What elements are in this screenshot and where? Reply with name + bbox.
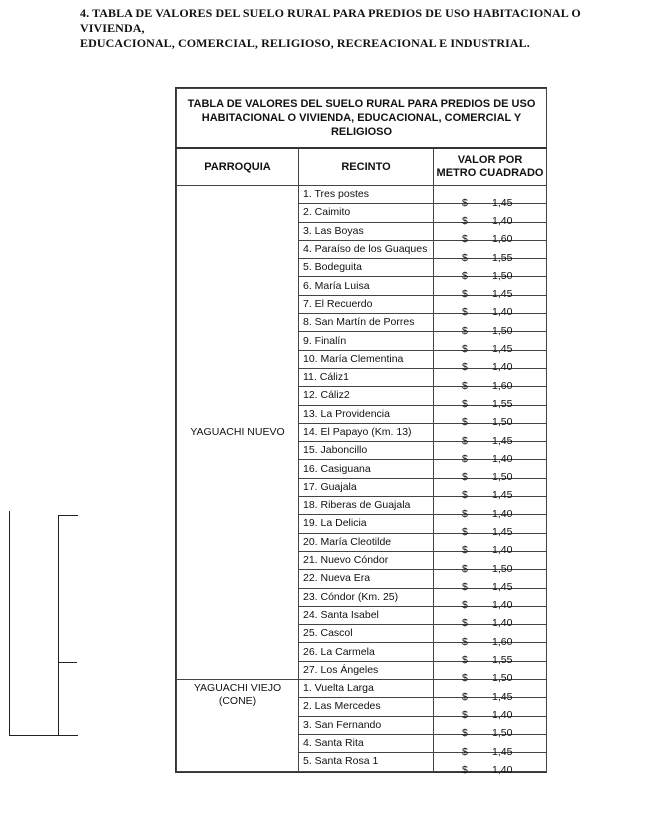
valor-cell bbox=[434, 680, 547, 703]
section-heading-line-1: 4. TABLA DE VALORES DEL SUELO RURAL PARA PREDIOS DE USO HABITACIONAL O VIVIENDA, bbox=[80, 6, 581, 35]
currency-symbol: $ bbox=[462, 507, 468, 520]
header-valor bbox=[434, 148, 547, 186]
recinto-cell: 4. Paraíso de los Guaques bbox=[299, 240, 434, 258]
currency-symbol: $ bbox=[462, 654, 468, 667]
table-title-line-1: TABLA DE VALORES DEL SUELO RURAL PARA PREDIOS DE USO bbox=[187, 98, 536, 110]
recinto-cell: 22. Nueva Era bbox=[299, 570, 434, 588]
land-value-table bbox=[175, 87, 547, 776]
valor-cell bbox=[434, 368, 547, 392]
currency-symbol: $ bbox=[462, 233, 468, 246]
currency-symbol: $ bbox=[462, 580, 468, 593]
valor-cell bbox=[434, 570, 547, 593]
table-title-line-2: HABITACIONAL O VIVIENDA, EDUCACIONAL, COMERCIAL Y RELIGIOSO bbox=[201, 112, 522, 138]
currency-symbol: $ bbox=[462, 708, 468, 721]
valor-amount: 1,40 bbox=[492, 452, 513, 465]
valor-cell bbox=[434, 643, 547, 667]
valor-amount: 1,60 bbox=[492, 635, 513, 648]
valor-cell bbox=[434, 515, 547, 538]
recinto-cell: 5. Santa Rosa 1 bbox=[299, 753, 434, 771]
currency-symbol: $ bbox=[462, 763, 468, 776]
valor-amount: 1,50 bbox=[492, 672, 513, 685]
currency-symbol: $ bbox=[462, 416, 468, 429]
currency-symbol: $ bbox=[462, 361, 468, 374]
currency-symbol: $ bbox=[462, 324, 468, 337]
recinto-cell: 1. Vuelta Larga bbox=[299, 680, 434, 698]
valor-amount: 1,50 bbox=[492, 727, 513, 740]
valor-cell bbox=[434, 442, 547, 465]
recinto-cell: 11. Cáliz1 bbox=[299, 368, 434, 386]
parroquia-cell bbox=[177, 680, 299, 771]
currency-symbol: $ bbox=[462, 617, 468, 630]
currency-symbol: $ bbox=[462, 489, 468, 502]
valor-amount: 1,50 bbox=[492, 416, 513, 429]
currency-symbol: $ bbox=[462, 251, 468, 264]
recinto-cell: 14. El Papayo (Km. 13) bbox=[299, 423, 434, 441]
valor-amount: 1,40 bbox=[492, 763, 513, 776]
currency-symbol: $ bbox=[462, 343, 468, 356]
valor-amount: 1,45 bbox=[492, 525, 513, 538]
header-parroquia: PARROQUIA bbox=[177, 148, 299, 186]
valor-cell bbox=[434, 606, 547, 630]
currency-symbol: $ bbox=[462, 727, 468, 740]
currency-symbol: $ bbox=[462, 544, 468, 557]
currency-symbol: $ bbox=[462, 562, 468, 575]
recinto-cell: 3. Las Boyas bbox=[299, 222, 434, 240]
valor-amount: 1,50 bbox=[492, 324, 513, 337]
recinto-cell: 2. Caimito bbox=[299, 204, 434, 222]
valor-amount: 1,50 bbox=[492, 269, 513, 282]
valor-cell bbox=[434, 551, 547, 575]
valor-amount: 1,40 bbox=[492, 599, 513, 612]
currency-symbol: $ bbox=[462, 269, 468, 282]
valor-amount: 1,45 bbox=[492, 343, 513, 356]
valor-amount: 1,55 bbox=[492, 397, 513, 410]
valor-amount: 1,40 bbox=[492, 708, 513, 721]
currency-symbol: $ bbox=[462, 397, 468, 410]
valor-cell bbox=[434, 734, 547, 758]
recinto-cell: 21. Nuevo Cóndor bbox=[299, 551, 434, 569]
recinto-cell: 4. Santa Rita bbox=[299, 734, 434, 752]
currency-symbol: $ bbox=[462, 379, 468, 392]
valor-cell bbox=[434, 661, 547, 685]
valor-cell bbox=[434, 314, 547, 337]
recinto-cell: 5. Bodeguita bbox=[299, 259, 434, 277]
recinto-cell: 7. El Recuerdo bbox=[299, 295, 434, 313]
currency-symbol: $ bbox=[462, 690, 468, 703]
valor-amount: 1,60 bbox=[492, 233, 513, 246]
margin-bracket-mid-tick bbox=[58, 662, 77, 663]
recinto-cell: 15. Jaboncillo bbox=[299, 442, 434, 460]
valor-amount: 1,60 bbox=[492, 379, 513, 392]
recinto-cell: 19. La Delicia bbox=[299, 515, 434, 533]
currency-symbol: $ bbox=[462, 525, 468, 538]
header-recinto: RECINTO bbox=[299, 148, 434, 186]
valor-amount: 1,40 bbox=[492, 507, 513, 520]
recinto-cell: 6. María Luisa bbox=[299, 277, 434, 295]
valor-cell bbox=[434, 259, 547, 282]
valor-cell bbox=[434, 295, 547, 319]
parroquia-name-line-1: YAGUACHI NUEVO bbox=[190, 426, 285, 438]
valor-amount: 1,55 bbox=[492, 251, 513, 264]
valor-cell bbox=[434, 716, 547, 740]
valor-cell bbox=[434, 204, 547, 227]
currency-symbol: $ bbox=[462, 672, 468, 685]
recinto-cell: 16. Casiguana bbox=[299, 460, 434, 478]
valor-cell bbox=[434, 625, 547, 648]
valor-cell bbox=[434, 240, 547, 264]
recinto-cell: 27. Los Ángeles bbox=[299, 661, 434, 679]
recinto-cell: 10. María Clementina bbox=[299, 350, 434, 368]
valor-cell bbox=[434, 186, 547, 209]
valor-amount: 1,45 bbox=[492, 580, 513, 593]
valor-cell bbox=[434, 332, 547, 356]
recinto-cell: 17. Guajala bbox=[299, 478, 434, 496]
valor-cell bbox=[434, 387, 547, 410]
recinto-cell: 9. Finalín bbox=[299, 332, 434, 350]
recinto-cell: 25. Cascol bbox=[299, 625, 434, 643]
recinto-cell: 12. Cáliz2 bbox=[299, 387, 434, 405]
header-valor-line-2: METRO CUADRADO bbox=[436, 167, 544, 179]
valor-cell bbox=[434, 698, 547, 721]
valor-amount: 1,55 bbox=[492, 654, 513, 667]
currency-symbol: $ bbox=[462, 214, 468, 227]
header-valor-line-1: VALOR POR bbox=[457, 154, 523, 166]
valor-amount: 1,40 bbox=[492, 617, 513, 630]
valor-amount: 1,50 bbox=[492, 471, 513, 484]
margin-bracket-inner bbox=[58, 515, 78, 736]
currency-symbol: $ bbox=[462, 196, 468, 209]
valor-cell bbox=[434, 222, 547, 246]
recinto-cell: 20. María Cleotilde bbox=[299, 533, 434, 551]
valor-amount: 1,45 bbox=[492, 489, 513, 502]
valor-cell bbox=[434, 277, 547, 301]
valor-amount: 1,40 bbox=[492, 306, 513, 319]
recinto-cell: 24. Santa Isabel bbox=[299, 606, 434, 624]
valor-amount: 1,40 bbox=[492, 361, 513, 374]
recinto-cell: 3. San Fernando bbox=[299, 716, 434, 734]
recinto-cell: 8. San Martín de Porres bbox=[299, 314, 434, 332]
currency-symbol: $ bbox=[462, 599, 468, 612]
parroquia-cell bbox=[177, 186, 299, 680]
currency-symbol: $ bbox=[462, 288, 468, 301]
valor-cell bbox=[434, 497, 547, 520]
valor-cell bbox=[434, 350, 547, 374]
parroquia-name-line-2: (CONE) bbox=[218, 695, 257, 708]
valor-cell bbox=[434, 460, 547, 484]
currency-symbol: $ bbox=[462, 745, 468, 758]
section-heading-line-2: EDUCACIONAL, COMERCIAL, RELIGIOSO, RECREACIONAL E INDUSTRIAL. bbox=[80, 36, 530, 50]
table-row bbox=[177, 186, 547, 204]
table-body bbox=[177, 186, 547, 776]
recinto-cell: 26. La Carmela bbox=[299, 643, 434, 661]
currency-symbol: $ bbox=[462, 306, 468, 319]
recinto-cell: 18. Riberas de Guajala bbox=[299, 497, 434, 515]
valor-amount: 1,45 bbox=[492, 288, 513, 301]
currency-symbol: $ bbox=[462, 635, 468, 648]
valor-amount: 1,45 bbox=[492, 745, 513, 758]
section-heading bbox=[80, 6, 640, 51]
parroquia-name-line-1: YAGUACHI VIEJO bbox=[193, 682, 282, 695]
recinto-cell: 23. Cóndor (Km. 25) bbox=[299, 588, 434, 606]
valor-amount: 1,45 bbox=[492, 434, 513, 447]
valor-amount: 1,45 bbox=[492, 690, 513, 703]
recinto-cell: 2. Las Mercedes bbox=[299, 698, 434, 716]
table-row bbox=[177, 680, 547, 698]
valor-amount: 1,40 bbox=[492, 544, 513, 557]
valor-cell bbox=[434, 533, 547, 557]
valor-cell bbox=[434, 588, 547, 612]
valor-amount: 1,50 bbox=[492, 562, 513, 575]
valor-cell bbox=[434, 753, 547, 776]
table-title bbox=[177, 89, 547, 149]
currency-symbol: $ bbox=[462, 452, 468, 465]
recinto-cell: 13. La Providencia bbox=[299, 405, 434, 423]
recinto-cell: 1. Tres postes bbox=[299, 186, 434, 204]
valor-amount: 1,45 bbox=[492, 196, 513, 209]
currency-symbol: $ bbox=[462, 434, 468, 447]
currency-symbol: $ bbox=[462, 471, 468, 484]
valor-cell bbox=[434, 405, 547, 429]
valor-amount: 1,40 bbox=[492, 214, 513, 227]
valor-cell bbox=[434, 423, 547, 447]
valor-cell bbox=[434, 478, 547, 502]
